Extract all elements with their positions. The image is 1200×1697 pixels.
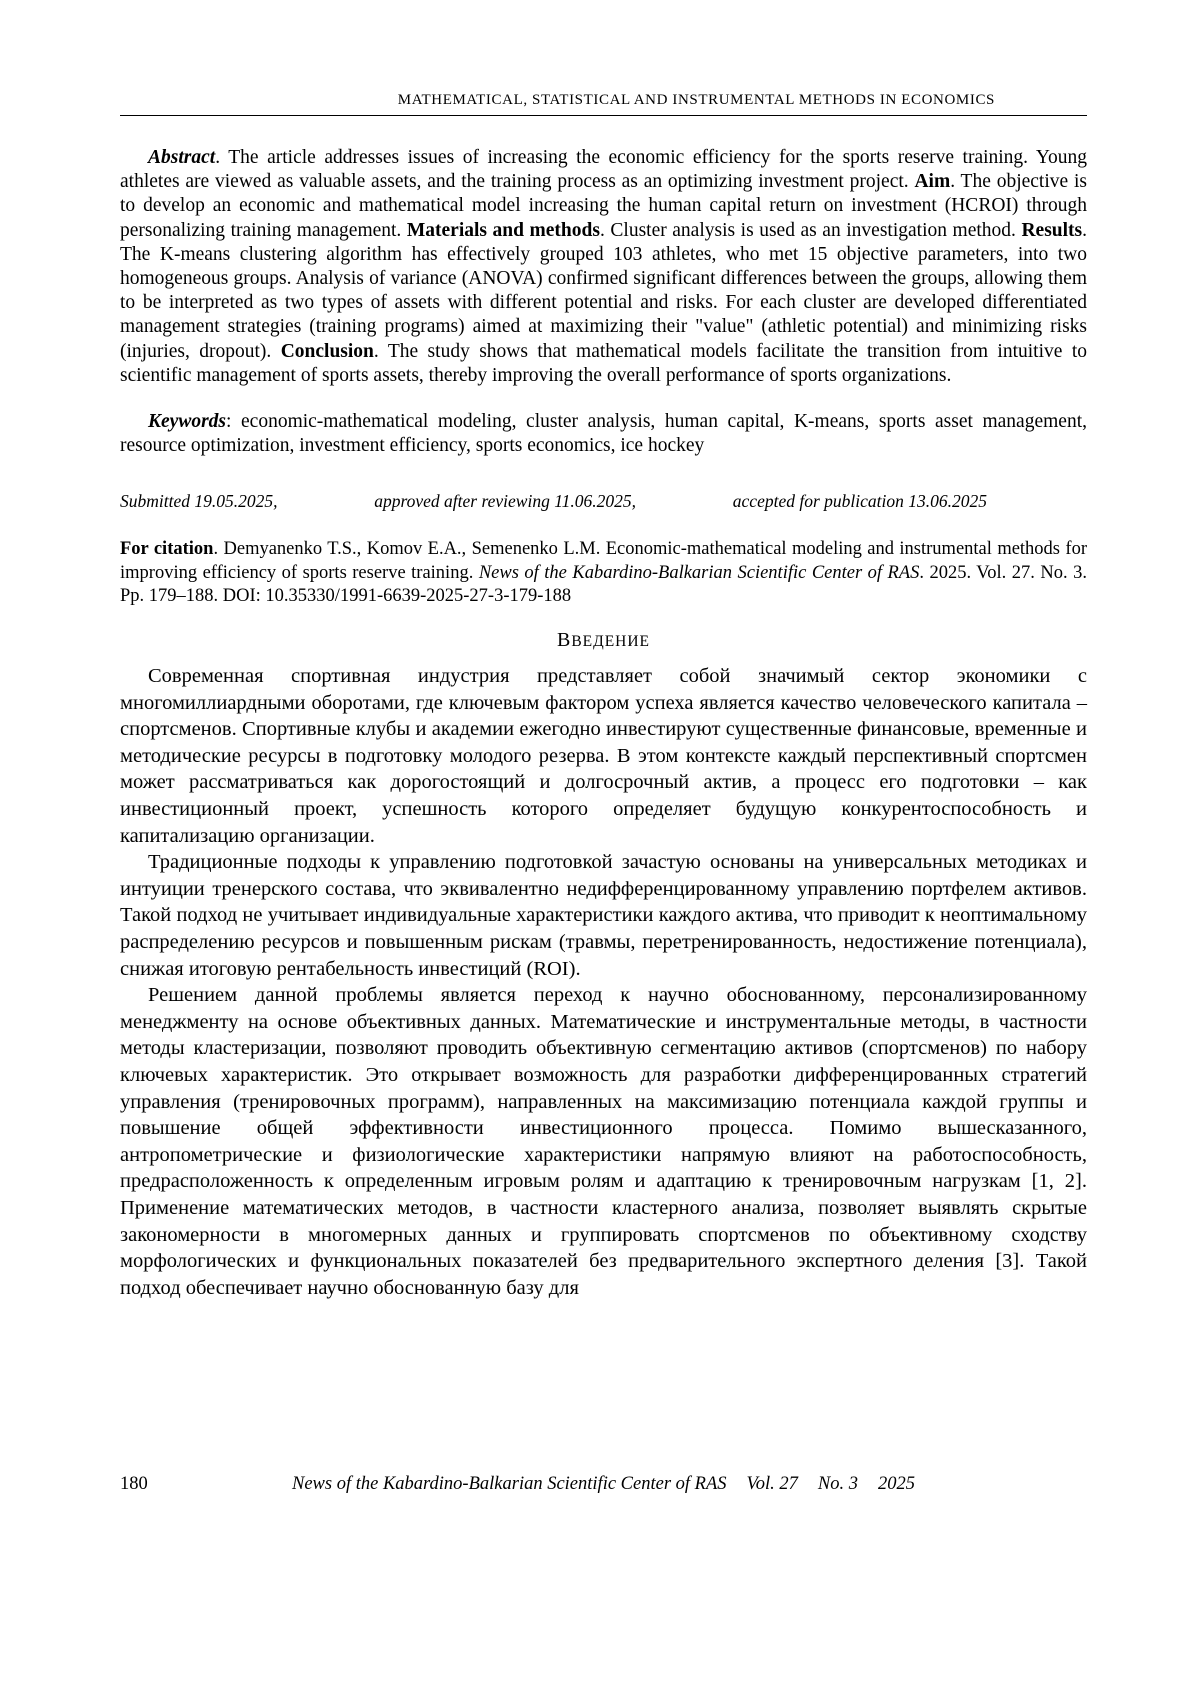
abstract-paragraph [120, 146, 1087, 388]
keywords-paragraph [120, 410, 1087, 458]
heading-rest: ВЕДЕНИЕ [571, 633, 651, 651]
footer-journal-name: News of the Kabardino-Balkarian Scientific Center of RAS [291, 1474, 727, 1494]
aim-label: Aim [914, 171, 951, 193]
intro-paragraph-1: Современная спортивная индустрия представляет собой значимый сектор экономики с многомиллиардными оборотами, где ключевым фактором успеха является качество человеческого капитала – спортсменов. Спортивные клубы и академии ежегодно инвестируют существенные финансовые, временные и методические ресурсы в подготовку молодого резерва. В этом контексте каждый перспективный спортсмен может рассматриваться как дорогостоящий и долгосрочный актив, а процесс его подготовки – как инвестиционный проект, успешность которого определяет будущую конкурентоспособность и капитализацию организации. [120, 665, 1087, 847]
page-number: 180 [120, 1474, 148, 1494]
header-rule [120, 115, 1087, 116]
page-content [120, 0, 1087, 1301]
submitted-date: Submitted 19.05.2025, [120, 491, 278, 512]
materials-methods-text: . Cluster analysis is used as an investigation method. [599, 219, 1022, 241]
page-footer [120, 1474, 1087, 1495]
accepted-date: accepted for publication 13.06.2025 [732, 491, 987, 512]
intro-paragraph-3: Решением данной проблемы является переход к научно обоснованному, персонализированному менеджменту на основе объективных данных. Математические и инструментальные методы, в частности методы кластеризации, позволяют проводить объективную сегментацию активов (спортсменов) по набору ключевых характеристик. Это открывает возможность для разработки дифференцированных стратегий управления (тренировочных программ), направленных на максимизацию потенциала каждой группы и повышение общей эффективности инвестиционного процесса. Помимо вышесказанного, антропометрические и физиологические характеристики напрямую влияют на работоспособность, предрасположенность к определенным игровым ролям и адаптацию к тренировочным нагрузкам [1, 2]. Применение математических методов, в частности кластерного анализа, позволяет выявлять скрытые закономерности в многомерных данных и группировать спортсменов по объективному сходству морфологических и функциональных показателей без предварительного экспертного деления [3]. Такой подход обеспечивает научно обоснованную базу для [120, 984, 1087, 1299]
footer-volume: Vol. 27 [746, 1474, 798, 1494]
footer-journal-line [120, 1474, 1087, 1495]
conclusion-label: Conclusion [280, 340, 374, 362]
heading-initial-letter: В [556, 629, 572, 652]
abstract-text: . The article addresses issues of increasing the economic efficiency for the sports reserve training. Young athletes are viewed as valuable assets, and the training process as an optimizing investment project. [120, 147, 1087, 193]
keywords-text: : economic-mathematical modeling, cluster analysis, human capital, K-means, sports asset management, resource optimization, investment efficiency, sports economics, ice hockey [120, 411, 1087, 457]
conclusion-text: . The study shows that mathematical models facilitate the transition from intuitive to scientific management of sports assets, thereby improving the overall performance of sports organizations. [120, 340, 1087, 386]
footer-issue: No. 3 [817, 1474, 858, 1494]
materials-methods-label: Materials and methods [406, 219, 600, 241]
results-label: Results [1021, 219, 1083, 241]
section-heading-introduction [120, 626, 1087, 653]
citation-journal-name: News of the Kabardino-Balkarian Scientific Center of RAS [478, 562, 920, 583]
citation-label: For citation [120, 539, 214, 560]
running-title: MATHEMATICAL, STATISTICAL AND INSTRUMENTAL METHODS IN ECONOMICS [397, 92, 995, 108]
intro-paragraph-2: Традиционные подходы к управлению подготовкой зачастую основаны на универсальных методиках и интуиции тренерского состава, что эквивалентно недифференцированному управлению портфелем активов. Такой подход не учитывает индивидуальные характеристики каждого актива, что приводит к неоптимальному распределению ресурсов и повышенным рискам (травмы, перетренированность, недостижение потенциала), снижая итоговую рентабельность инвестиций (ROI). [120, 851, 1087, 980]
aim-text: . The objective is to develop an economic and mathematical model increasing the human capital return on investment (HCROI) through personalizing training management. [120, 171, 1087, 241]
results-text: . The K-means clustering algorithm has effectively grouped 103 athletes, who met 15 objective parameters, into two homogeneous groups. Analysis of variance (ANOVA) confirmed significant differences between the groups, allowing them to be interpreted as two types of assets with different potential and risks. For each cluster are developed differentiated management strategies (training programs) aimed at maximizing their "value" (athletic potential) and minimizing risks (injuries, dropout). [120, 219, 1088, 362]
keywords-label: Keywords [148, 411, 226, 433]
approved-date: approved after reviewing 11.06.2025, [374, 491, 637, 512]
submission-dates-row [120, 491, 1087, 512]
citation-authors-title: . Demyanenko T.S., Komov E.A., Semenenko L.M. Economic-mathematical modeling and instrumental methods for improving efficiency of sports reserve training. [120, 539, 1087, 583]
abstract-label: Abstract [148, 147, 216, 168]
citation-volume-doi: . 2025. Vol. 27. No. 3. Pp. 179–188. DOI: 10.35330/1991-6639-2025-27-3-179-188 [120, 562, 1087, 606]
citation-paragraph [120, 538, 1087, 608]
footer-year: 2025 [878, 1474, 915, 1494]
